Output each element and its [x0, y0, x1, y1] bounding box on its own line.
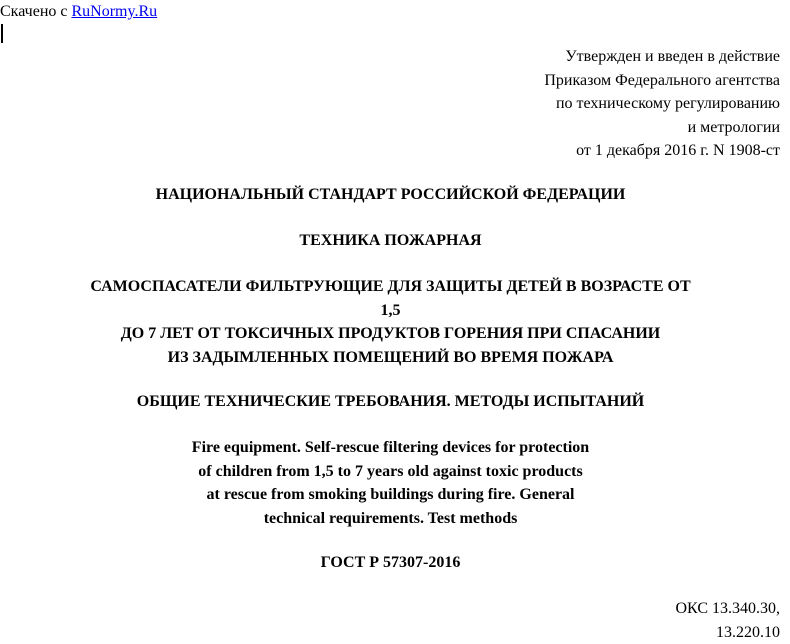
subject-text: ТЕХНИКА ПОЖАРНАЯ — [0, 229, 781, 253]
approval-line: Приказом Федерального агентства — [544, 69, 780, 93]
gost-number — [0, 551, 781, 575]
english-title-line: technical requirements. Test methods — [0, 507, 781, 531]
product-title-line: 1,5 — [0, 299, 781, 323]
gost-number-text: ГОСТ Р 57307-2016 — [0, 551, 781, 575]
source-link[interactable]: RuNormy.Ru — [71, 3, 157, 20]
product-title — [0, 275, 781, 369]
oks-line: 13.220.10 — [676, 621, 781, 644]
requirements-title — [0, 390, 781, 414]
approval-block — [544, 45, 780, 163]
oks-line: ОКС 13.340.30, — [676, 597, 781, 621]
text-cursor — [1, 24, 3, 43]
english-title — [0, 436, 781, 530]
approval-line: по техническому регулированию — [544, 92, 780, 116]
standard-title-text: НАЦИОНАЛЬНЫЙ СТАНДАРТ РОССИЙСКОЙ ФЕДЕРАЦИИ — [0, 183, 781, 207]
approval-line: от 1 декабря 2016 г. N 1908-ст — [544, 139, 780, 163]
product-title-line: САМОСПАСАТЕЛИ ФИЛЬТРУЮЩИЕ ДЛЯ ЗАЩИТЫ ДЕТЕЙ В ВОЗРАСТЕ ОТ — [0, 275, 781, 299]
source-prefix: Скачено с — [0, 3, 71, 20]
approval-line: Утвержден и введен в действие — [544, 45, 780, 69]
requirements-title-text: ОБЩИЕ ТЕХНИЧЕСКИЕ ТРЕБОВАНИЯ. МЕТОДЫ ИСПЫТАНИЙ — [0, 390, 781, 414]
english-title-line: at rescue from smoking buildings during fire. General — [0, 483, 781, 507]
english-title-line: Fire equipment. Self-rescue filtering devices for protection — [0, 436, 781, 460]
product-title-line: ДО 7 ЛЕТ ОТ ТОКСИЧНЫХ ПРОДУКТОВ ГОРЕНИЯ ПРИ СПАСАНИИ — [0, 322, 781, 346]
product-title-line: ИЗ ЗАДЫМЛЕННЫХ ПОМЕЩЕНИЙ ВО ВРЕМЯ ПОЖАРА — [0, 346, 781, 370]
source-line — [0, 2, 157, 21]
subject-heading — [0, 229, 781, 253]
english-title-line: of children from 1,5 to 7 years old against toxic products — [0, 460, 781, 484]
oks-codes — [676, 597, 781, 644]
standard-title — [0, 183, 781, 207]
approval-line: и метрологии — [544, 116, 780, 140]
